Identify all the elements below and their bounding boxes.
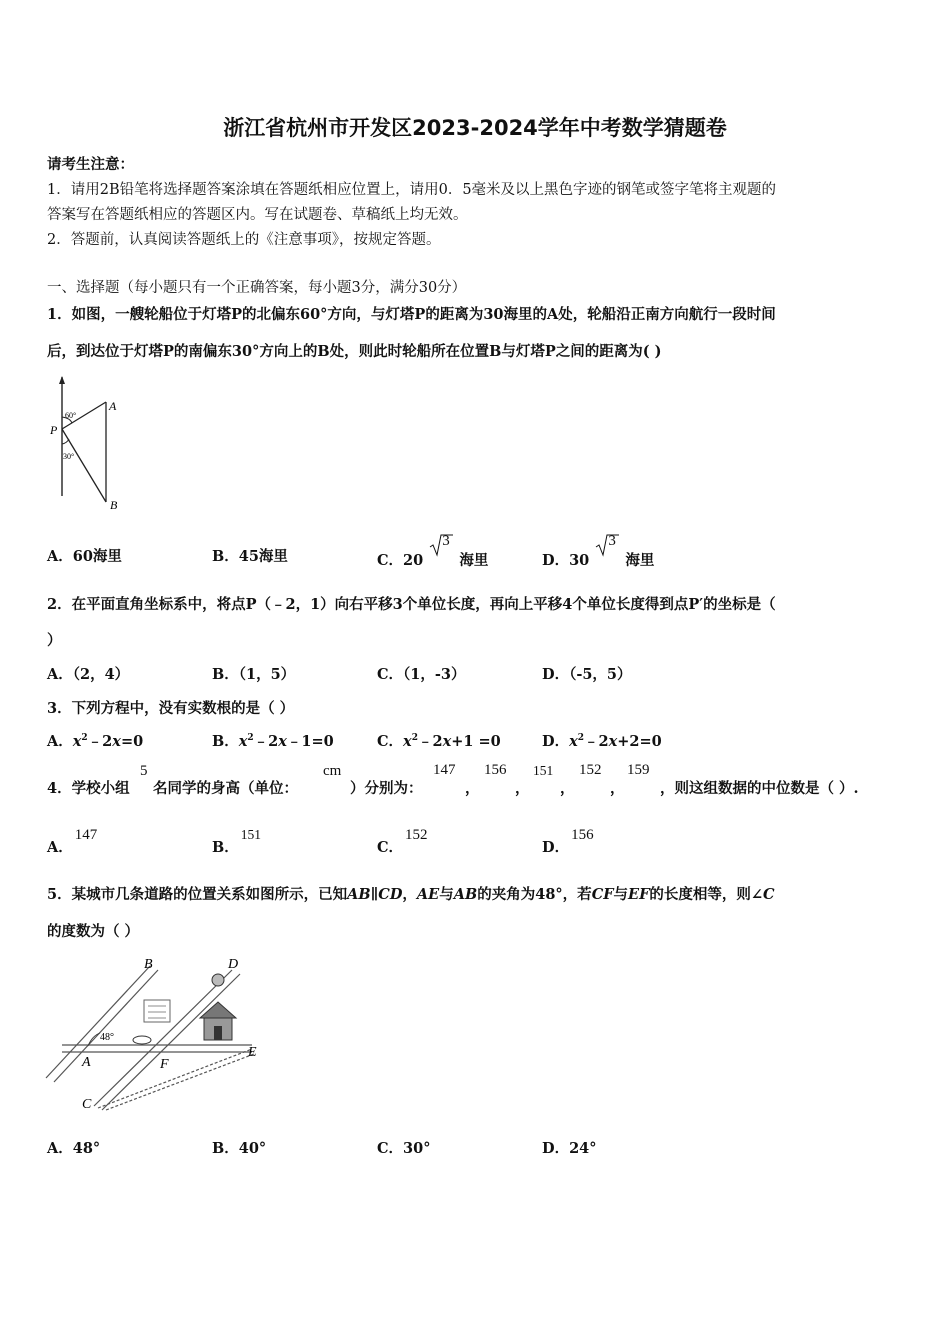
q5-figure [40,950,280,1120]
q1-option-b[interactable]: B．45海里 [212,548,288,565]
q4-value-2: 156 [484,762,507,778]
q1-option-d-prefix: D．30 [542,552,590,569]
q1-option-c-radicand: 3 [442,533,450,549]
notice-heading: 请考生注意： [47,156,134,173]
car-icon [133,1036,151,1044]
q1-option-c[interactable] [377,533,489,570]
q1-option-c-prefix: C．20 [377,552,424,569]
notice-item1-line2: 答案写在答题纸相应的答题区内。写在试题卷、草稿纸上均无效。 [47,207,468,223]
label-P: P [50,423,58,437]
q4-count: 5 [140,763,148,779]
q1-figure [44,372,134,516]
q4-unit: cm [323,763,342,779]
q5-option-b[interactable]: B．40° [212,1140,267,1157]
road-ab-edge-2 [54,970,158,1082]
q4-option-a[interactable]: A．147 [47,827,98,856]
q4-stem-part2: 名同学的身高（单位： [153,780,298,797]
q4-stem-part1: 4．学校小组 [47,780,130,797]
label-B: B [110,498,118,512]
q3-option-b[interactable]: B．$x^2﹣2x﹣1=0$ [212,733,334,750]
label-A: A [82,1055,91,1070]
q1-option-c-suffix: 海里 [459,552,489,569]
q1-option-a[interactable]: A．60海里 [47,548,122,565]
q3-option-a[interactable]: A．$x^2﹣2x=0$ [47,733,144,750]
q3-stem: 3．下列方程中，没有实数根的是（ ） [47,700,295,717]
label-A: A [109,399,117,413]
q2-option-b[interactable]: B．（1，5） [212,666,296,683]
label-F: F [160,1057,169,1072]
q4-sep-4: ， [610,780,625,797]
label-B: B [144,957,153,972]
q4-value-5: 159 [627,762,650,778]
q4-value-1: 147 [433,762,456,778]
q5-option-c[interactable]: C．30° [377,1140,431,1157]
tree-icon [212,974,224,986]
label-angle-48: 48° [100,1032,114,1043]
north-arrow-icon [59,376,65,384]
building-icon [144,1000,170,1022]
road-ab-edge-1 [46,966,150,1078]
label-C: C [82,1097,92,1112]
q1-option-d-suffix: 海里 [625,552,655,569]
q4-option-c[interactable]: C．152 [377,827,428,856]
q5-option-d[interactable]: D．24° [542,1140,597,1157]
q4-value-3: 151 [533,763,554,778]
q2-stem-line1: 2．在平面直角坐标系中，将点P（﹣2，1）向右平移3个单位长度，再向上平移4个单位长度得到点P′的坐标是（ [47,596,776,613]
notice-item1-line1: 1．请用2B铅笔将选择题答案涂填在答题纸相应位置上，请用0．5毫米及以上黑色字迹的钢笔或签字笔将主观题的 [47,182,777,198]
q2-option-a[interactable]: A．（2，4） [47,666,130,683]
label-angle-30: 30° [63,452,75,461]
q4-sep-2: ， [515,780,530,797]
notice-item2: 2．答题前，认真阅读答题纸上的《注意事项》，按规定答题。 [47,232,441,248]
section-heading: 一、选择题（每小题只有一个正确答案，每小题3分，满分30分） [47,280,467,296]
page-title: 浙江省杭州市开发区2023-2024学年中考数学猜题卷 [223,116,727,140]
q2-option-c[interactable]: C．（1，-3） [377,666,466,683]
q5-stem-line1: 5．某城市几条道路的位置关系如图所示，已知AB∥CD，AE与AB的夹角为48°，若CF与EF的长度相等，则∠C [47,886,775,903]
q4-stem-part3: ）分别为： [350,780,423,797]
sqrt-icon [594,533,620,565]
road-ce-edge-2 [106,1054,254,1110]
q1-stem-line2: 后，到达位于灯塔P的南偏东30°方向上的B处，则此时轮船所在位置B与灯塔P之间的距离为( ) [47,343,662,360]
q1-option-d-radicand: 3 [608,533,616,549]
q4-option-b[interactable]: B．151 [212,827,262,856]
q2-option-d[interactable]: D．（-5，5） [542,666,632,683]
q4-stem-part4: ，则这组数据的中位数是（ ）. [660,780,859,797]
label-D: D [228,957,239,972]
sqrt-icon [428,533,454,565]
q3-option-c[interactable]: C．$x^2﹣2x+1 =0$ [377,733,501,750]
q5-stem-line2: 的度数为（ ） [47,923,140,940]
q4-sep-1: ， [465,780,480,797]
q4-value-4: 152 [579,762,602,778]
q3-option-d[interactable]: D．$x^2﹣2x+2=0$ [542,733,662,750]
label-E: E [248,1045,257,1060]
q4-option-d[interactable]: D．156 [542,827,594,856]
q2-stem-line2: ） [47,632,62,649]
house-roof-icon [200,1002,236,1018]
q4-sep-3: ， [560,780,575,797]
q5-option-a[interactable]: A．48° [47,1140,101,1157]
q1-option-d[interactable] [542,533,655,570]
label-angle-60: 60° [65,411,77,420]
road-cd-edge-2 [102,974,240,1110]
q1-stem-line1: 1．如图，一艘轮船位于灯塔P的北偏东60°方向，与灯塔P的距离为30海里的A处，轮船沿正南方向航行一段时间 [47,306,776,323]
